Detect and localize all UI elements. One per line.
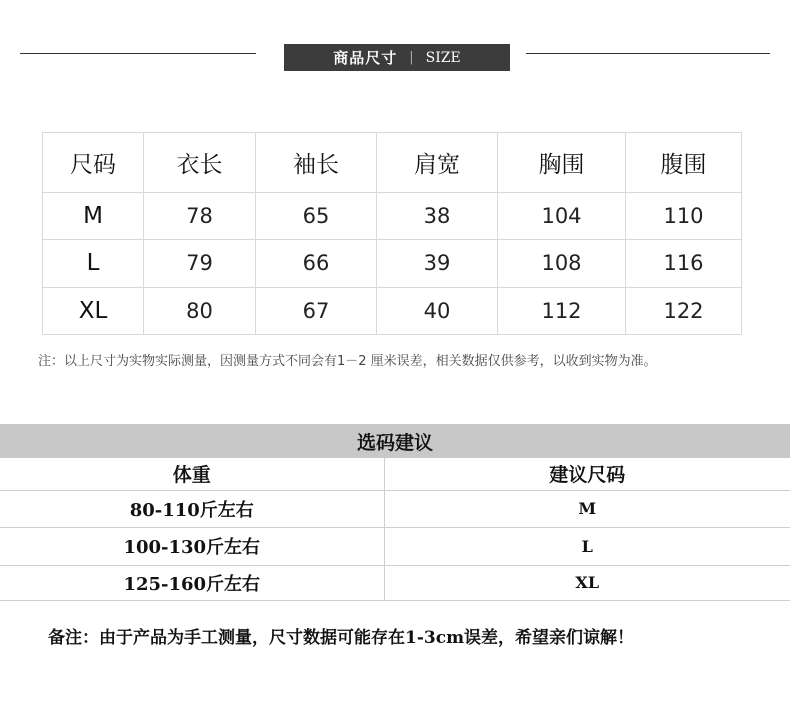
table-cell: 67	[256, 287, 377, 334]
table-row	[0, 527, 790, 565]
column-header: 袖长	[256, 133, 377, 193]
table-cell: 110	[626, 192, 742, 239]
table-cell: 40	[377, 287, 498, 334]
size-table	[42, 132, 742, 335]
size-cell: L	[43, 240, 144, 287]
column-header-size: 建议尺码	[384, 458, 790, 490]
table-row	[43, 287, 742, 334]
column-header: 胸围	[498, 133, 626, 193]
table-cell: 78	[144, 192, 256, 239]
recommended-size-cell: L	[384, 527, 790, 565]
column-header: 衣长	[144, 133, 256, 193]
column-header: 尺码	[43, 133, 144, 193]
header-rule-right	[526, 53, 770, 54]
title-separator: |	[409, 50, 414, 65]
table-cell: 79	[144, 240, 256, 287]
table-cell: 122	[626, 287, 742, 334]
section-title-product-size	[284, 44, 510, 71]
title-cn: 商品尺寸	[333, 49, 398, 67]
column-header-weight: 体重	[0, 458, 384, 490]
table-cell: 39	[377, 240, 498, 287]
recommendation-table	[0, 458, 790, 601]
recommendation-title: 选码建议	[0, 424, 790, 458]
table-cell: 112	[498, 287, 626, 334]
table-row	[0, 565, 790, 600]
column-header: 腹围	[626, 133, 742, 193]
weight-cell: 125-160斤左右	[0, 565, 384, 600]
weight-cell: 100-130斤左右	[0, 527, 384, 565]
header-rule-left	[20, 53, 256, 54]
size-table-header-row	[43, 133, 742, 193]
weight-cell: 80-110斤左右	[0, 490, 384, 527]
table-row	[0, 490, 790, 527]
table-row	[43, 192, 742, 239]
table-cell: 65	[256, 192, 377, 239]
table-cell: 108	[498, 240, 626, 287]
column-header: 肩宽	[377, 133, 498, 193]
table-row	[43, 240, 742, 287]
table-cell: 104	[498, 192, 626, 239]
recommendation-header-row	[0, 458, 790, 490]
size-cell: M	[43, 192, 144, 239]
recommended-size-cell: M	[384, 490, 790, 527]
size-cell: XL	[43, 287, 144, 334]
handmade-measurement-remark: 备注：由于产品为手工测量，尺寸数据可能存在1-3cm误差，希望亲们谅解！	[48, 628, 635, 648]
table-cell: 80	[144, 287, 256, 334]
recommended-size-cell: XL	[384, 565, 790, 600]
table-cell: 66	[256, 240, 377, 287]
table-cell: 116	[626, 240, 742, 287]
measurement-note: 注：以上尺寸为实物实际测量，因测量方式不同会有1－2 厘米误差，相关数据仅供参考，以收到实物为准。	[38, 354, 657, 369]
title-en: SIZE	[425, 49, 461, 66]
table-cell: 38	[377, 192, 498, 239]
